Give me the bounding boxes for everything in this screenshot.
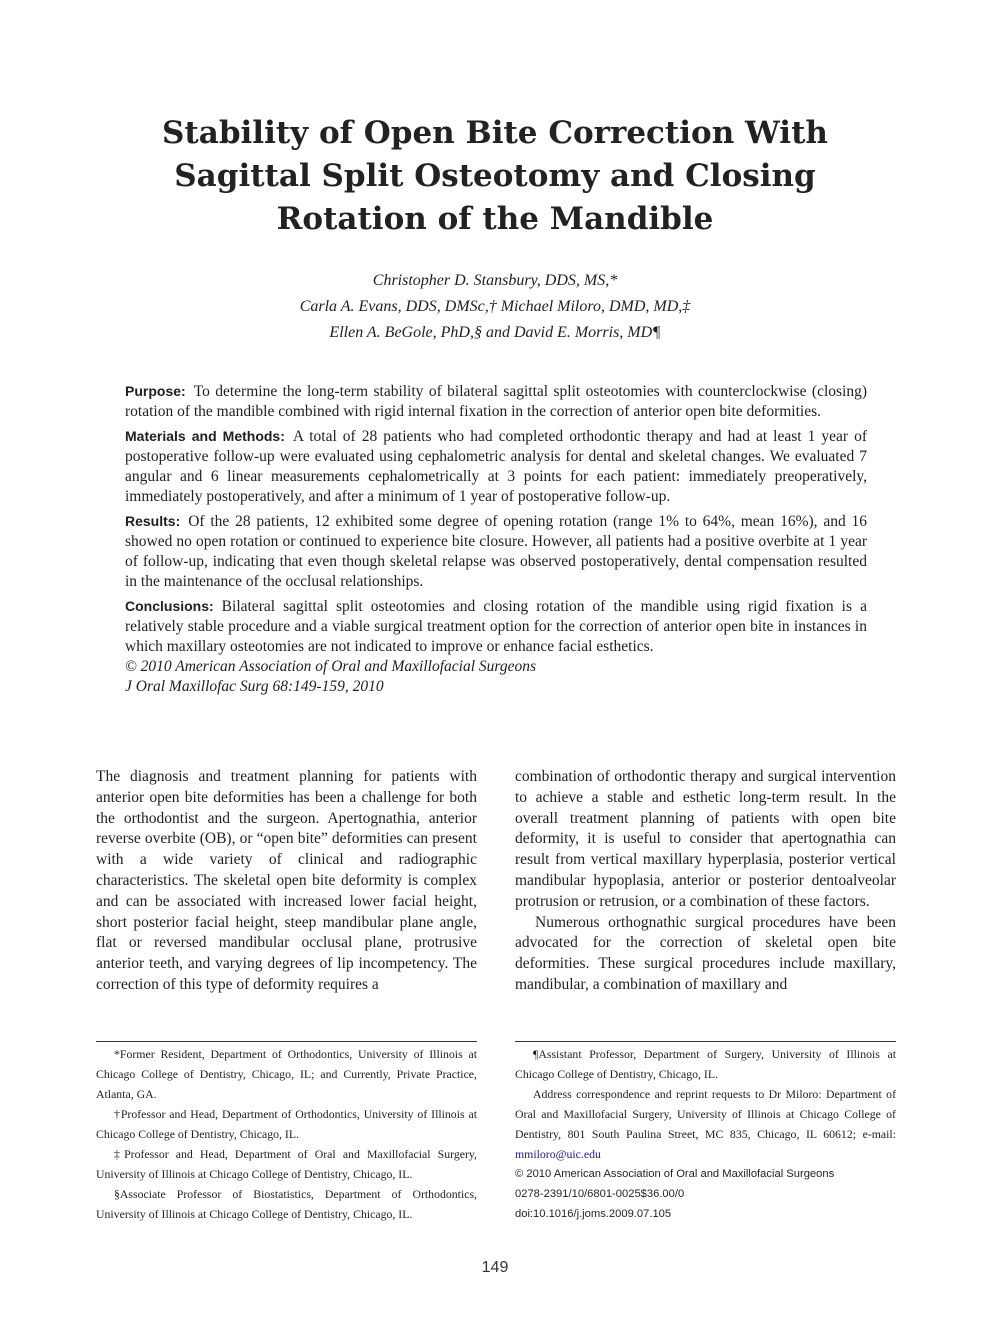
- purpose-label: Purpose:: [125, 383, 186, 399]
- journal-citation: J Oral Maxillofac Surg 68:149-159, 2010: [125, 678, 384, 695]
- footnote-rule-left: [96, 1041, 477, 1042]
- abstract-results: [125, 511, 867, 592]
- footnote-copyright: © 2010 American Association of Oral and Maxillofacial Surgeons: [515, 1168, 835, 1180]
- footnote: §Associate Professor of Biostatistics, Department of Orthodontics, University of Illinois at Chicago College of Dentistry, Chicago, IL.: [96, 1187, 477, 1221]
- title-line: Stability of Open Bite Correction With: [162, 115, 828, 151]
- issn-code: 0278-2391/10/6801-0025$36.00/0: [515, 1188, 685, 1200]
- methods-text: A total of 28 patients who had completed orthodontic therapy and had at least 1 year of postoperative follow-up were evaluated using cephalometric analysis for dental and skeletal changes. We evaluated 7 angular and 6 linear measurements cephalometrically at 3 points for each patient: immediately preoperatively, immediately postoperatively, and after a minimum of 1 year of postoperative follow-up.: [125, 428, 867, 505]
- body-column-left: [96, 767, 477, 996]
- author-line: Christopher D. Stansbury, DDS, MS,*: [372, 272, 618, 289]
- abstract: [125, 381, 867, 701]
- body-paragraph: The diagnosis and treatment planning for patients with anterior open bite deformities has been a challenge for both the orthodontist and the surgeon. Apertognathia, anterior reverse overbite (OB), or “open bite” deformities can present with a wide variety of clinical and radiographic characteristics. The skeletal open bite deformity is complex and can be associated with increased lower facial height, short posterior facial height, steep mandibular plane angle, flat or reversed mandibular occlusal plane, protrusive anterior teeth, and varying degrees of lip incompetency. The correction of this type of deformity requires a: [96, 768, 477, 993]
- author-line: Ellen A. BeGole, PhD,§ and David E. Morris, MD¶: [329, 324, 661, 341]
- abstract-purpose: [125, 381, 867, 422]
- correspondence-text: Address correspondence and reprint requests to Dr Miloro: Department of Oral and Maxillofacial Surgery, University of Illinois at Chicago College of Dentistry, 801 South Paulina Street, MC 835, Chicago, IL 60612; e-mail:: [515, 1087, 896, 1141]
- abstract-copyright: © 2010 American Association of Oral and Maxillofacial Surgeons: [125, 658, 537, 675]
- conclusions-label: Conclusions:: [125, 598, 214, 614]
- purpose-text: To determine the long-term stability of bilateral sagittal split osteotomies with counterclockwise (closing) rotation of the mandible combined with rigid internal fixation in the correction of anterior open bite deformities.: [125, 383, 867, 420]
- email-link[interactable]: mmiloro@uic.edu: [515, 1147, 601, 1161]
- methods-label: Materials and Methods:: [125, 428, 285, 444]
- abstract-conclusions: [125, 596, 867, 697]
- author-line: Carla A. Evans, DDS, DMSc,† Michael Miloro, DMD, MD,‡: [299, 298, 691, 315]
- page-number: 149: [481, 1259, 509, 1276]
- footnote-rule-right: [515, 1041, 896, 1042]
- body-paragraph: combination of orthodontic therapy and surgical intervention to achieve a stable and esthetic long-term result. In the overall treatment planning of patients with open bite deformity, it is useful to consider that apertognathia can result from vertical maxillary hyperplasia, posterior vertical mandibular hypoplasia, anterior or posterior dentoalveolar protrusion or retrusion, or a combination of these factors.: [515, 768, 896, 910]
- results-label: Results:: [125, 513, 181, 529]
- results-text: Of the 28 patients, 12 exhibited some degree of opening rotation (range 1% to 64%, mean 16%), and 16 showed no open rotation or continued to experience bite closure. However, all patients had a positive overbite at 1 year of follow-up, indicating that even though skeletal relapse was observed postoperatively, dental compensation resulted in the maintenance of the occlusal relationships.: [125, 513, 867, 590]
- title-line: Rotation of the Mandible: [276, 201, 714, 237]
- abstract-methods: [125, 426, 867, 507]
- author-list: [150, 268, 840, 346]
- footnotes-left: [96, 1044, 477, 1224]
- article-title: [120, 112, 870, 241]
- conclusions-text: Bilateral sagittal split osteotomies and closing rotation of the mandible using rigid fixation is a relatively stable procedure and a viable surgical treatment option for the correction of anterior open bite in instances in which maxillary osteotomies are not indicated to improve or enhance facial esthetics.: [125, 598, 867, 655]
- footnotes-right: [515, 1044, 896, 1224]
- body-column-right: [515, 767, 896, 996]
- footnote: ¶Assistant Professor, Department of Surgery, University of Illinois at Chicago College of Dentistry, Chicago, IL.: [515, 1047, 896, 1081]
- footnote: ‡Professor and Head, Department of Oral and Maxillofacial Surgery, University of Illinois at Chicago College of Dentistry, Chicago, IL.: [96, 1147, 477, 1181]
- footnote: *Former Resident, Department of Orthodontics, University of Illinois at Chicago College of Dentistry, Chicago, IL; and Currently, Private Practice, Atlanta, GA.: [96, 1047, 477, 1101]
- footnote: †Professor and Head, Department of Orthodontics, University of Illinois at Chicago College of Dentistry, Chicago, IL.: [96, 1107, 477, 1141]
- correspondence-note: [515, 1084, 896, 1164]
- doi: doi:10.1016/j.joms.2009.07.105: [515, 1208, 672, 1220]
- body-paragraph: Numerous orthognathic surgical procedures have been advocated for the correction of skeletal open bite deformities. These surgical procedures include maxillary, mandibular, a combination of maxillary and: [515, 913, 896, 993]
- title-line: Sagittal Split Osteotomy and Closing: [174, 158, 816, 194]
